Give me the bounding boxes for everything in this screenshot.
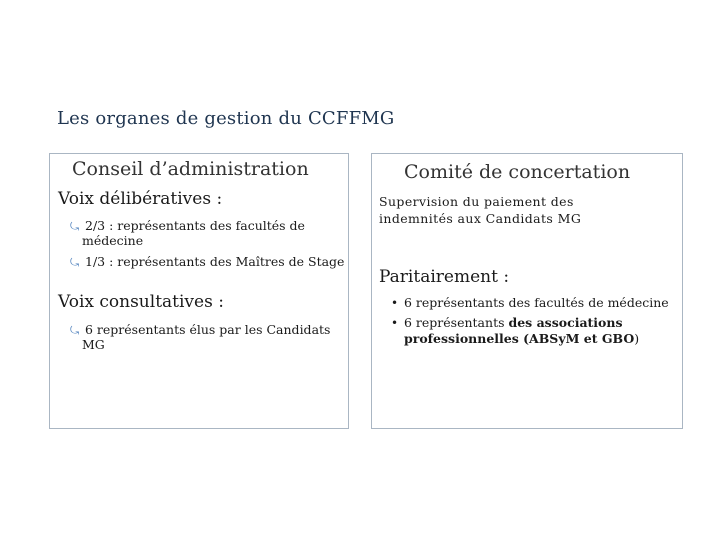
deliberative-item-faculties: [70, 219, 305, 248]
item-text-bold: professionnelles (ABSyM et GBO: [404, 331, 635, 346]
deliberative-item-masters: [70, 255, 344, 270]
supervision-line: indemnités aux Candidats MG: [379, 211, 582, 226]
consultative-item-candidates: [70, 323, 330, 352]
parity-item-associations: [391, 315, 639, 346]
curved-arrow-bullet-icon: ⤿: [70, 256, 80, 269]
item-text: 6 représentants élus par les Candidats: [85, 322, 331, 337]
curved-arrow-bullet-icon: ⤿: [70, 220, 80, 233]
item-text-bold: des associations: [508, 315, 623, 330]
item-text: 6 représentants des facultés de médecine: [404, 295, 669, 310]
item-text-continued: MG: [82, 337, 105, 352]
consultative-label: Voix consultatives :: [58, 292, 224, 312]
item-text: 6 représentants: [404, 315, 509, 330]
supervision-line: Supervision du paiement des: [379, 194, 574, 209]
comite-heading: Comité de concertation: [404, 161, 631, 183]
dot-bullet-icon: •: [391, 296, 399, 310]
parity-label: Paritairement :: [379, 267, 510, 287]
item-text-continued: [391, 331, 639, 346]
curved-arrow-bullet-icon: ⤿: [70, 324, 80, 337]
conseil-heading: Conseil d’administration: [72, 158, 309, 180]
item-text-continued: médecine: [82, 233, 144, 248]
parity-item-faculties: [391, 295, 669, 311]
slide-title: Les organes de gestion du CCFFMG: [57, 108, 395, 129]
deliberative-label: Voix délibératives :: [58, 189, 223, 209]
item-text: 1/3 : représentants des Maîtres de Stage: [85, 254, 345, 269]
item-text: 2/3 : représentants des facultés de: [85, 218, 305, 233]
item-text: ): [634, 331, 640, 346]
dot-bullet-icon: •: [391, 316, 399, 330]
supervision-text: [379, 193, 629, 227]
